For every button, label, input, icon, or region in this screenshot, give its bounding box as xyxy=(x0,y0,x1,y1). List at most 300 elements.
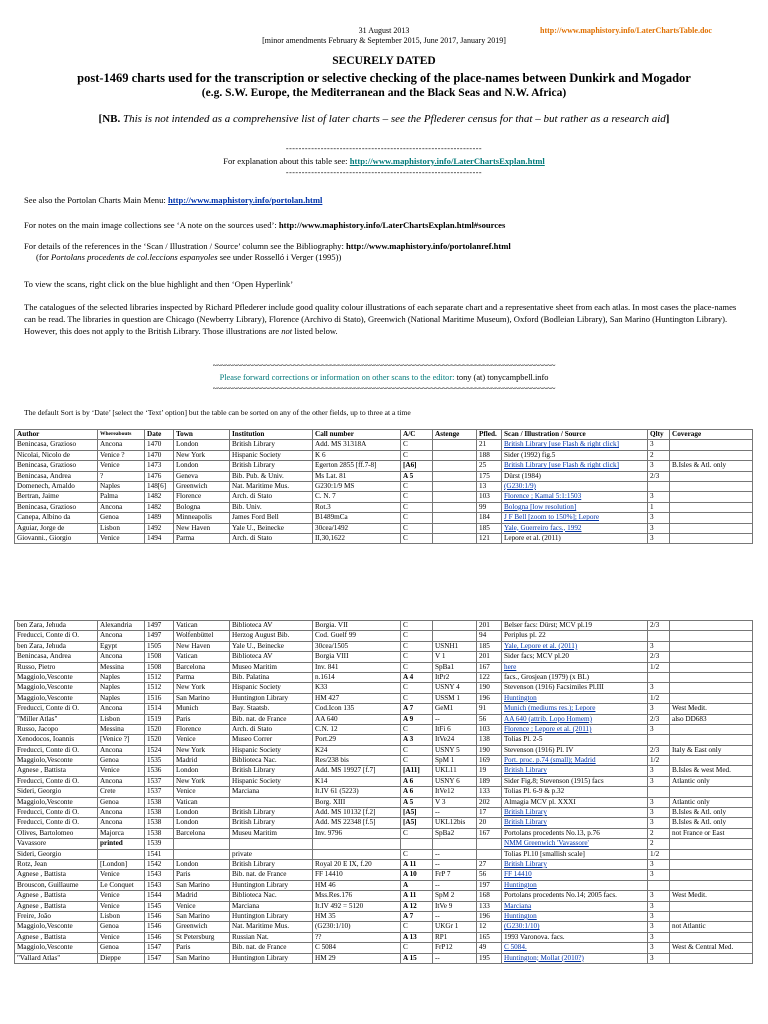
table-cell: Naples xyxy=(98,672,145,682)
table-cell: 1542 xyxy=(145,859,174,869)
tilde-divider: ~~~~~~~~~~~~~~~~~~~~~~~~~~~~~~~~~~~~~~~~~~~~~~~~~~~~~~~~~~~~~~~~~~~~~~~~~~~~~~~~~~~~~ xyxy=(212,361,556,370)
table-cell: 27 xyxy=(477,859,502,869)
table-cell: Museo Correr xyxy=(230,735,313,745)
table-row xyxy=(15,859,753,869)
table-cell: British Library xyxy=(230,859,313,869)
table-cell: 1524 xyxy=(145,745,174,755)
table-cell: A 4 xyxy=(401,672,433,682)
portolan-link[interactable]: http://www.maphistory.info/portolan.html xyxy=(167,195,323,205)
table-cell xyxy=(433,621,477,631)
table-cell: 3 xyxy=(648,440,670,450)
table-row xyxy=(15,492,753,502)
table-cell: Venice xyxy=(98,870,145,880)
table-cell[interactable]: British Library [use Flash & right click] xyxy=(502,461,648,471)
table-cell: not France or East xyxy=(670,828,753,838)
table-cell: Agnese , Battista xyxy=(15,870,98,880)
table-row xyxy=(15,828,753,838)
table-cell: 99 xyxy=(477,502,502,512)
table-cell: "Miller Atlas" xyxy=(15,714,98,724)
table-cell: USNY 6 xyxy=(433,776,477,786)
table-cell: 1544 xyxy=(145,891,174,901)
table-cell: Naples xyxy=(98,481,145,491)
table-cell[interactable]: Huntington xyxy=(502,880,648,890)
table-cell: A 12 xyxy=(401,901,433,911)
table-cell: Barcelona xyxy=(174,662,230,672)
table-row xyxy=(15,440,753,450)
table-row xyxy=(15,849,753,859)
table-cell[interactable]: Munich (mediums res.); Lepore xyxy=(502,704,648,714)
table-cell: C xyxy=(401,693,433,703)
table-cell: 1546 xyxy=(145,922,174,932)
table-cell: It.IV 492 = 5120 xyxy=(313,901,401,911)
table-cell: Maggiolo,Vesconte xyxy=(15,922,98,932)
table-cell: Sider Fig.8; Stevenson (1915) facs xyxy=(502,776,648,786)
table-row xyxy=(15,724,753,734)
table-cell: Dieppe xyxy=(98,953,145,963)
table-cell: Marciana xyxy=(230,901,313,911)
table-cell: C xyxy=(401,440,433,450)
table-cell: Yale U., Beinecke xyxy=(230,641,313,651)
table-cell: n.1614 xyxy=(313,672,401,682)
table-cell: 3 xyxy=(648,859,670,869)
table-cell: 138 xyxy=(477,735,502,745)
table-cell: Freducci, Conte di O. xyxy=(15,808,98,818)
table-cell xyxy=(433,523,477,533)
table-cell xyxy=(670,492,753,502)
table-cell: C xyxy=(401,683,433,693)
table-cell: Freducci, Conte di O. xyxy=(15,631,98,641)
table-cell: Naples xyxy=(98,683,145,693)
table-cell: 1492 xyxy=(145,523,174,533)
column-header: Qlty xyxy=(648,430,670,440)
table-cell: Hispanic Society xyxy=(230,745,313,755)
table-cell: Nicolai, Nicolo de xyxy=(15,450,98,460)
table-cell: 133 xyxy=(477,787,502,797)
table-cell: Mss.Res.176 xyxy=(313,891,401,901)
table-cell: USNY 5 xyxy=(433,745,477,755)
table-cell: Lisbon xyxy=(98,523,145,533)
table-cell: Nat. Maritime Mus. xyxy=(230,922,313,932)
table-cell: St Petersburg xyxy=(174,932,230,942)
table-cell: New Haven xyxy=(174,523,230,533)
table-cell: A 5 xyxy=(401,797,433,807)
table-cell: Lepore et al. (2011) xyxy=(502,533,648,543)
table-cell[interactable]: Port. proc. p.74 (small); Madrid xyxy=(502,756,648,766)
table-cell: C xyxy=(401,523,433,533)
refs-link[interactable]: http://www.maphistory.info/portolanref.html xyxy=(346,241,511,251)
table-cell: Palma xyxy=(98,492,145,502)
table-cell xyxy=(670,481,753,491)
catalogues-paragraph: The catalogues of the selected libraries inspected by Richard Pflederer include good quality colour illustrations of each separate chart and a representative sheet from each atlas. In most cases the place-names can be read. The libraries in question are Chicago (Newberry Library), Florence (Archivo di Stato), Greenwich (National Maritime Museum), Oxford (Bodleian Library), San Marino (Huntington Library). However, this does not apply to the British Library. Those illustrations are not listed below. xyxy=(24,302,737,336)
table-cell: ben Zara, Jehuda xyxy=(15,641,98,651)
table-cell: Biblioteca AV xyxy=(230,621,313,631)
table-cell: Herzog August Bib. xyxy=(230,631,313,641)
table-cell: Genoa xyxy=(98,797,145,807)
table-cell: Hispanic Society xyxy=(230,776,313,786)
table-cell xyxy=(670,724,753,734)
table-cell: New York xyxy=(174,776,230,786)
forward-line: Please forward corrections or information on other scans to the editor: tony (at) tonycampbell.info xyxy=(219,373,549,382)
table-cell: Borg. XIII xyxy=(313,797,401,807)
table-cell: 202 xyxy=(477,797,502,807)
table-row xyxy=(15,891,753,901)
table-cell: 2/3 xyxy=(648,745,670,755)
table-cell[interactable]: Marciana xyxy=(502,901,648,911)
table-cell: K 6 xyxy=(313,450,401,460)
table-cell: Venice ? xyxy=(98,450,145,460)
table-cell: [London] xyxy=(98,859,145,869)
table-cell: facs., Grosjean (1979) (x BL) xyxy=(502,672,648,682)
table-cell[interactable]: Huntington xyxy=(502,911,648,921)
column-header: Author xyxy=(15,430,98,440)
table-cell: private xyxy=(230,849,313,859)
table-cell: G230:1/9 MS xyxy=(313,481,401,491)
table-cell: Arch. di Stato xyxy=(230,492,313,502)
table-cell: Venice xyxy=(174,787,230,797)
table-cell: Ancona xyxy=(98,652,145,662)
table-cell: 1476 xyxy=(145,471,174,481)
table-cell: Wolfenbüttel xyxy=(174,631,230,641)
table-cell: 2/3 xyxy=(648,471,670,481)
table-cell: Lisbon xyxy=(98,714,145,724)
table-cell: Egerton 2855 [ff.7-8] xyxy=(313,461,401,471)
table-header-row xyxy=(15,430,753,440)
table-cell: C xyxy=(401,641,433,651)
table-cell: K14 xyxy=(313,776,401,786)
table-cell xyxy=(670,932,753,942)
table-cell: 196 xyxy=(477,911,502,921)
table-cell: Messina xyxy=(98,662,145,672)
table-row xyxy=(15,631,753,641)
table-row xyxy=(15,818,753,828)
table-cell: 3 xyxy=(648,891,670,901)
table-row xyxy=(15,621,753,631)
view-instructions: To view the scans, right click on the blue highlight and then ‘Open Hyperlink’ xyxy=(24,279,294,289)
table-cell: 30cea/1492 xyxy=(313,523,401,533)
notes-link[interactable]: http://www.maphistory.info/LaterChartsExplan.html#sources xyxy=(278,220,506,230)
table-cell: Museu Maritim xyxy=(230,828,313,838)
table-cell: A 11 xyxy=(401,891,433,901)
table-cell[interactable]: AA 640 (attrib. Lopo Homem) xyxy=(502,714,648,724)
column-header: Call number xyxy=(313,430,401,440)
table-cell: 188 xyxy=(477,450,502,460)
table-cell: Minneapolis xyxy=(174,513,230,523)
table-cell: ? xyxy=(98,471,145,481)
table-cell: 1497 xyxy=(145,631,174,641)
table-cell[interactable]: British Library xyxy=(502,808,648,818)
table-cell: A xyxy=(401,880,433,890)
table-cell: Genoa xyxy=(98,922,145,932)
table-cell xyxy=(670,450,753,460)
table-cell: Stevenson (1916) Facsimiles Pl.III xyxy=(502,683,648,693)
table-cell: Benincasa, Grazioso xyxy=(15,502,98,512)
table-cell: Maggiolo,Vesconte xyxy=(15,693,98,703)
table-cell xyxy=(313,839,401,849)
table-cell: Naples xyxy=(98,693,145,703)
title-securely-dated: SECURELY DATED xyxy=(332,55,436,67)
table-cell[interactable]: Huntington; Mollat (2010?) xyxy=(502,953,648,963)
table-cell: ?? xyxy=(313,932,401,942)
table-row xyxy=(15,808,753,818)
table-cell[interactable]: Florence ; Kamal 5:1:1503 xyxy=(502,492,648,502)
table-cell: 103 xyxy=(477,724,502,734)
table-cell: Bib. Univ. xyxy=(230,502,313,512)
table-cell: Bib. nat. de France xyxy=(230,943,313,953)
table-cell: Ancona xyxy=(98,745,145,755)
table-cell: Borgia. VII xyxy=(313,621,401,631)
table-cell: 3 xyxy=(648,870,670,880)
table-cell: C xyxy=(401,502,433,512)
table-cell: (G230:1/10) xyxy=(313,922,401,932)
table-cell: Inv. 9796 xyxy=(313,828,401,838)
table-cell: 1519 xyxy=(145,714,174,724)
table-cell: London xyxy=(174,440,230,450)
table-cell: 91 xyxy=(477,704,502,714)
table-cell: Sider facs; MCV pl.20 xyxy=(502,652,648,662)
table-cell: Nat. Maritime Mus. xyxy=(230,481,313,491)
table-cell: Vatican xyxy=(174,652,230,662)
table-cell: Maggiolo,Vesconte xyxy=(15,797,98,807)
table-cell: 1470 xyxy=(145,440,174,450)
table-cell: Madrid xyxy=(174,891,230,901)
table-row xyxy=(15,797,753,807)
table-cell: C xyxy=(401,724,433,734)
sort-note: The default Sort is by ‘Date’ [select the ‘Text’ option] but the table can be sorted on any of the other fields, up to three at a time xyxy=(24,408,411,417)
table-row xyxy=(15,787,753,797)
table-cell: 190 xyxy=(477,683,502,693)
table-cell[interactable]: Florence ; Lepore et al. (2011) xyxy=(502,724,648,734)
table-cell: Aguiar, Jorge de xyxy=(15,523,98,533)
table-cell: HM 35 xyxy=(313,911,401,921)
table-cell[interactable]: FF 14410 xyxy=(502,870,648,880)
table-cell[interactable]: Yale, Guerreiro facs., 1992 xyxy=(502,523,648,533)
table-cell: Venice xyxy=(98,932,145,942)
table-cell xyxy=(670,631,753,641)
table-cell: Parma xyxy=(174,533,230,543)
explain-link[interactable]: http://www.maphistory.info/LaterChartsExplan.html xyxy=(349,156,545,166)
table-cell: 1512 xyxy=(145,672,174,682)
table-cell xyxy=(670,513,753,523)
table-cell: Sideri, Georgio xyxy=(15,787,98,797)
explain-line: For explanation about this table see: http://www.maphistory.info/LaterChartsExplan.html xyxy=(223,156,545,166)
table-cell[interactable]: (G230:1/10) xyxy=(502,922,648,932)
table-cell xyxy=(670,859,753,869)
table-cell: RP1 xyxy=(433,932,477,942)
table-cell: Freducci, Conte di O. xyxy=(15,704,98,714)
table-cell: 133 xyxy=(477,901,502,911)
column-header: Pfled. xyxy=(477,430,502,440)
table-cell: 21 xyxy=(477,440,502,450)
table-row xyxy=(15,450,753,460)
table-cell: Cod. Guelf 99 xyxy=(313,631,401,641)
table-cell: Atlantic only xyxy=(670,797,753,807)
table-cell xyxy=(433,450,477,460)
table-cell: 25 xyxy=(477,461,502,471)
table-cell: 121 xyxy=(477,533,502,543)
table-cell: Freducci, Conte di O. xyxy=(15,745,98,755)
table-cell: 2/3 xyxy=(648,621,670,631)
table-cell: -- xyxy=(433,714,477,724)
table-cell: 167 xyxy=(477,828,502,838)
table-cell: 1541 xyxy=(145,849,174,859)
table-cell: 189 xyxy=(477,776,502,786)
tilde-divider: ~~~~~~~~~~~~~~~~~~~~~~~~~~~~~~~~~~~~~~~~~~~~~~~~~~~~~~~~~~~~~~~~~~~~~~~~~~~~~~~~~~~~~ xyxy=(212,384,556,393)
table-cell: 184 xyxy=(477,513,502,523)
table-cell[interactable]: C 5084. xyxy=(502,943,648,953)
table-row xyxy=(15,502,753,512)
table-cell[interactable]: British Library [use Flash & right click] xyxy=(502,440,648,450)
table-cell: A 15 xyxy=(401,953,433,963)
column-header: Astenge xyxy=(433,430,477,440)
table-cell: 1/2 xyxy=(648,756,670,766)
table-cell: FrP12 xyxy=(433,943,477,953)
table-cell[interactable]: Bologna [low resolution] xyxy=(502,502,648,512)
table-cell: 1537 xyxy=(145,776,174,786)
table-cell xyxy=(230,797,313,807)
table-cell: 1539 xyxy=(145,839,174,849)
table-cell: ItVe12 xyxy=(433,787,477,797)
table-row xyxy=(15,704,753,714)
table-row xyxy=(15,641,753,651)
table-cell: Maggiolo,Vesconte xyxy=(15,943,98,953)
table-cell: 1508 xyxy=(145,662,174,672)
table-cell: Venice xyxy=(98,461,145,471)
table-cell xyxy=(477,849,502,859)
table-cell: Biblioteca AV xyxy=(230,652,313,662)
table-cell: Paris xyxy=(174,943,230,953)
table-cell: C xyxy=(401,513,433,523)
table-cell: James Ford Bell xyxy=(230,513,313,523)
table-cell: UKL12bis xyxy=(433,818,477,828)
table-cell: C. N. 7 xyxy=(313,492,401,502)
table-cell[interactable]: British Library xyxy=(502,859,648,869)
table-cell: 1536 xyxy=(145,766,174,776)
table-cell[interactable]: Huntington xyxy=(502,693,648,703)
table-cell: SpM 2 xyxy=(433,891,477,901)
table-cell: 1514 xyxy=(145,704,174,714)
table-cell: Canepa, Albino da xyxy=(15,513,98,523)
table-cell: Sider (1992) fig.5 xyxy=(502,450,648,460)
table-cell: 2/3 xyxy=(648,714,670,724)
table-cell[interactable]: Yale, Lepore et al. (2011) xyxy=(502,641,648,651)
table-cell: 2/3 xyxy=(648,652,670,662)
table-cell: 1520 xyxy=(145,724,174,734)
table-cell[interactable]: British Library xyxy=(502,766,648,776)
table-cell: New York xyxy=(174,683,230,693)
table-cell: 1520 xyxy=(145,735,174,745)
table-cell: West Medit. xyxy=(670,891,753,901)
header-doc-link[interactable]: http://www.maphistory.info/LaterChartsTable.doc xyxy=(540,26,712,35)
table-cell: 1497 xyxy=(145,621,174,631)
table-cell: London xyxy=(174,818,230,828)
table-cell: 94 xyxy=(477,631,502,641)
table-cell: Borgia VIII xyxy=(313,652,401,662)
table-cell: USNH1 xyxy=(433,641,477,651)
table-cell: Huntington Library xyxy=(230,693,313,703)
table-cell: Tolias Pl. 2-5 xyxy=(502,735,648,745)
table-cell: Belser facs: Dürst; MCV pl.19 xyxy=(502,621,648,631)
table-cell xyxy=(433,471,477,481)
table-cell: 1489 xyxy=(145,513,174,523)
table-cell: B.Isles & Atl. only xyxy=(670,461,753,471)
table-cell[interactable]: here xyxy=(502,662,648,672)
table-cell: Agnese , Battista xyxy=(15,932,98,942)
table-cell: Ancona xyxy=(98,704,145,714)
table-cell: 1/2 xyxy=(648,693,670,703)
table-row xyxy=(15,766,753,776)
table-cell: ItVe24 xyxy=(433,735,477,745)
table-cell: Xenodocos, Ioannis xyxy=(15,735,98,745)
table-cell: 169 xyxy=(477,756,502,766)
table-cell: 1546 xyxy=(145,932,174,942)
table-cell: ItPr2 xyxy=(433,672,477,682)
table-cell: C xyxy=(401,450,433,460)
table-cell: 201 xyxy=(477,652,502,662)
table-cell: 1508 xyxy=(145,652,174,662)
table-cell xyxy=(670,953,753,963)
table-cell: Stevenson (1916) Pl. IV xyxy=(502,745,648,755)
table-row xyxy=(15,683,753,693)
table-cell: "Vallard Atlas" xyxy=(15,953,98,963)
table-cell: Venice xyxy=(174,901,230,911)
table-cell: [A6] xyxy=(401,461,433,471)
table-cell: Messina xyxy=(98,724,145,734)
table-cell: Paris xyxy=(174,870,230,880)
table-cell: London xyxy=(174,461,230,471)
table-cell: 1543 xyxy=(145,880,174,890)
table-cell: 3 xyxy=(648,818,670,828)
table-cell xyxy=(670,662,753,672)
table-cell: A 11 xyxy=(401,859,433,869)
table-cell: 148[6] xyxy=(145,481,174,491)
table-cell[interactable]: British Library xyxy=(502,818,648,828)
table-cell[interactable]: (G230:1/9) xyxy=(502,481,648,491)
table-cell: Barcelona xyxy=(174,828,230,838)
table-cell: -- xyxy=(433,880,477,890)
table-cell: Venice xyxy=(98,891,145,901)
table-cell: 165 xyxy=(477,932,502,942)
table-cell: Munich xyxy=(174,704,230,714)
table-cell xyxy=(670,735,753,745)
table-cell xyxy=(477,839,502,849)
table-cell xyxy=(670,523,753,533)
table-cell[interactable]: NMM Greenwich 'Vavassore' xyxy=(502,839,648,849)
table-cell xyxy=(670,693,753,703)
table-cell: B.Isles & west Med. xyxy=(670,766,753,776)
table-cell: 3 xyxy=(648,922,670,932)
table-cell: Ancona xyxy=(98,631,145,641)
table-cell: -- xyxy=(433,911,477,921)
table-cell: 1543 xyxy=(145,870,174,880)
table-cell xyxy=(648,735,670,745)
table-cell xyxy=(433,440,477,450)
table-cell: K24 xyxy=(313,745,401,755)
table-cell: C xyxy=(401,481,433,491)
table-cell[interactable]: J F Bell [zoom to 150%]; Lepore xyxy=(502,513,648,523)
table-cell: Greenwich xyxy=(174,922,230,932)
table-cell: New York xyxy=(174,450,230,460)
table-cell: 167 xyxy=(477,662,502,672)
table-cell: Brouscon, Guillaume xyxy=(15,880,98,890)
table-cell: Genoa xyxy=(98,756,145,766)
table-cell: 3 xyxy=(648,943,670,953)
table-cell: 3 xyxy=(648,724,670,734)
nb-note: [NB. This is not intended as a comprehensive list of later charts – see the Pflederer census for that – but rather as a research aid] xyxy=(98,113,670,125)
table-row xyxy=(15,943,753,953)
table-cell: Royal 20 E IX, f.20 xyxy=(313,859,401,869)
table-cell: A 13 xyxy=(401,932,433,942)
table-cell: UKL11 xyxy=(433,766,477,776)
